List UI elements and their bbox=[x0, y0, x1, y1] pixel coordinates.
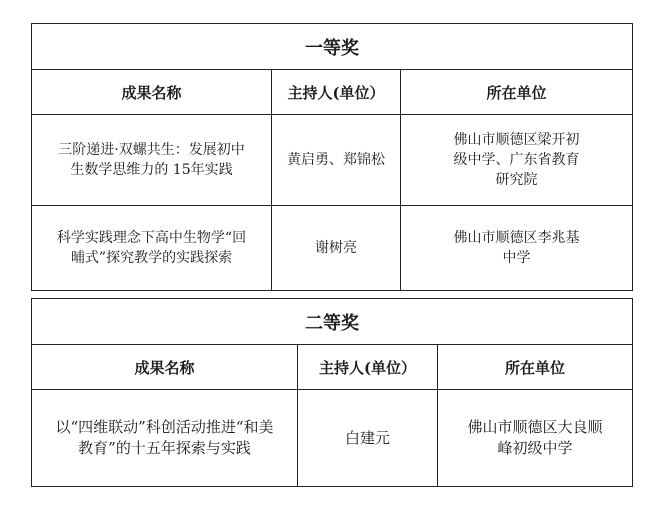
column-header-name: 成果名称 bbox=[32, 345, 298, 390]
achievement-name: 科学实践理念下高中生物学“回 晡式”探究教学的实践探索 bbox=[32, 206, 272, 291]
unit-name: 佛山市顺德区梁开初 级中学、广东省教育 研究院 bbox=[401, 115, 633, 206]
host-name: 白建元 bbox=[298, 390, 438, 487]
column-header-host: 主持人(单位） bbox=[272, 70, 401, 115]
unit-name: 佛山市顺德区李兆基 中学 bbox=[401, 206, 633, 291]
achievement-name: 三阶递进·双螺共生：发展初中 生数学思维力的 15年实践 bbox=[32, 115, 272, 206]
column-header-unit: 所在单位 bbox=[401, 70, 633, 115]
unit-name: 佛山市顺德区大良顺 峰初级中学 bbox=[438, 390, 633, 487]
table-title: 二等奖 bbox=[32, 299, 633, 345]
host-name: 谢树亮 bbox=[272, 206, 401, 291]
table-title: 一等奖 bbox=[32, 24, 633, 70]
achievement-name: 以“四维联动”科创活动推进“和美 教育”的十五年探索与实践 bbox=[32, 390, 298, 487]
host-name: 黄启勇、郑锦松 bbox=[272, 115, 401, 206]
column-header-unit: 所在单位 bbox=[438, 345, 633, 390]
column-header-name: 成果名称 bbox=[32, 70, 272, 115]
table-row bbox=[32, 115, 633, 206]
second-prize-table bbox=[31, 298, 633, 487]
table-row bbox=[32, 390, 633, 487]
table-row bbox=[32, 206, 633, 291]
column-header-host: 主持人(单位） bbox=[298, 345, 438, 390]
first-prize-table bbox=[31, 23, 633, 291]
